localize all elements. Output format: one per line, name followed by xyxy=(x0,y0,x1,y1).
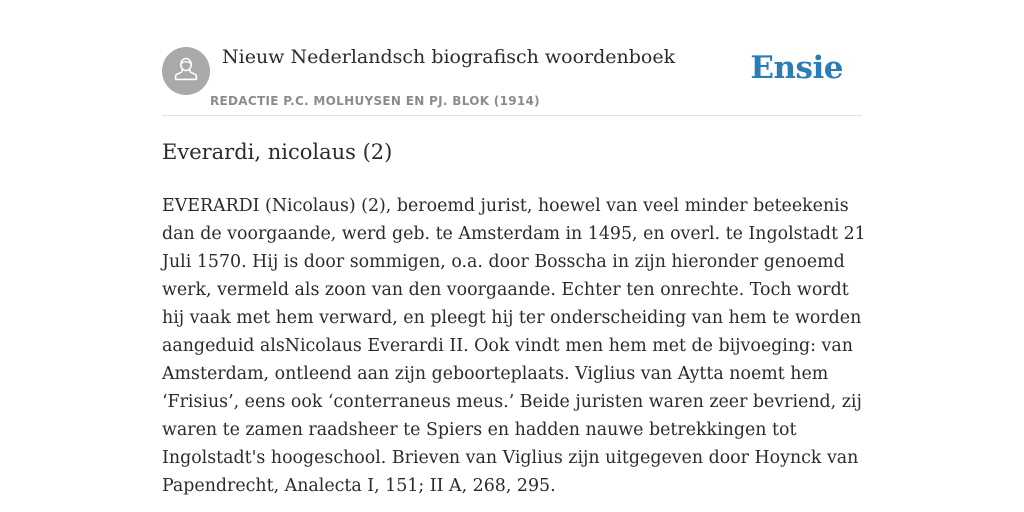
avatar[interactable] xyxy=(162,47,210,95)
ensie-logo[interactable]: Ensie xyxy=(750,50,843,86)
user-icon xyxy=(171,54,201,89)
entry-body: EVERARDI (Nicolaus) (2), beroemd jurist, hoewel van veel minder beteekenis dan de voorgaande, werd geb. te Amsterdam in 1495, en overl. te Ingolstadt 21 Juli 1570. Hij is door sommigen, o.a. door Bosscha in zijn hieronder genoemd werk, vermeld als zoon van den voorgaande. Echter ten onrechte. Toch wordt hij vaak met hem verward, en pleegt hij ter onderscheiding van hem te worden aangeduid alsNicolaus Everardi II. Ook vindt men hem met de bijvoeging: van Amsterdam, ontleend aan zijn geboorteplaats. Viglius van Aytta noemt hem ‘Frisius’, eens ook ‘conterraneus meus.’ Beide juristen waren zeer bevriend, zij waren te zamen raadsheer te Spiers en hadden nauwe betrekkingen tot Ingolstadt's hoogeschool. Brieven van Viglius zijn uitgegeven door Hoynck van Papendrecht, Analecta I, 151; II A, 268, 295. xyxy=(162,196,866,496)
entry-title: Everardi, nicolaus (2) xyxy=(162,140,393,164)
source-subtitle: REDACTIE P.C. MOLHUYSEN EN PJ. BLOK (1914) xyxy=(210,94,540,108)
source-title[interactable]: Nieuw Nederlandsch biografisch woordenboek xyxy=(222,46,676,68)
source-header xyxy=(162,38,862,116)
